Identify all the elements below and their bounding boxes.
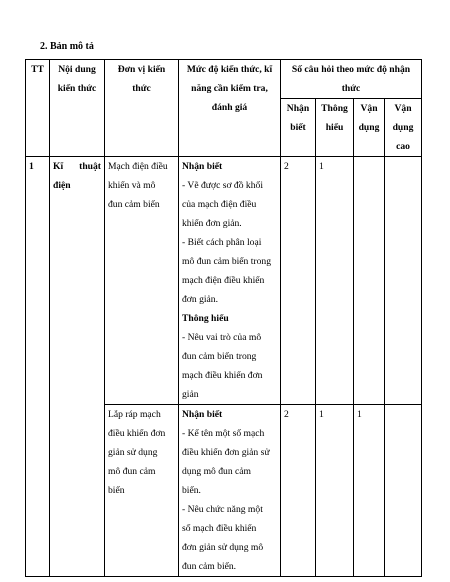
count-van-dung-cao [385,157,422,405]
count-van-dung [354,157,385,405]
header-content: Nội dung kiến thức [50,60,105,157]
count-thong-hieu: 1 [316,405,354,577]
header-question-count: Số câu hỏi theo mức độ nhận thức [281,60,422,99]
count-van-dung-cao [385,405,422,577]
specification-table [25,59,422,577]
header-van-dung-cao: Vận dụng cao [385,99,422,157]
count-thong-hieu: 1 [316,157,354,405]
row-number: 1 [26,157,50,577]
count-van-dung: 1 [354,405,385,577]
table-row [26,157,422,405]
header-tt: TT [26,60,50,157]
level-cell: Nhận biết - Kể tên một số mạch điều khiển đơn giản sử dụng mô đun cảm biến. - Nêu chức năng một số mạch điều khiển đơn giản sử dụng mô đun cảm biến. [179,405,281,577]
header-unit: Đơn vị kiến thức [105,60,179,157]
count-nhan-biet: 2 [281,405,316,577]
header-nhan-biet: Nhận biết [281,99,316,157]
level-cell: Nhận biết - Vẽ được sơ đồ khối của mạch điện điều khiển đơn giản. - Biết cách phân loại mô đun cảm biến trong mạch điện điều khiển đơn giản. Thông hiểu - Nêu vai trò của mô đun cảm biến trong mạch điều khiển đơn giản [179,157,281,405]
header-thong-hieu: Thông hiểu [316,99,354,157]
header-level: Mức độ kiến thức, kĩ năng cần kiểm tra, đánh giá [179,60,281,157]
unit-cell: Mạch điện điều khiển và mô đun cảm biến [105,157,179,405]
section-heading: 2. Bản mô tả [40,41,94,52]
count-nhan-biet: 2 [281,157,316,405]
header-van-dung: Vận dụng [354,99,385,157]
unit-cell: Lắp ráp mạch điều khiển đơn giản sử dụng mô đun cảm biến [105,405,179,577]
content-cell: Kĩ thuật điện [50,157,105,577]
